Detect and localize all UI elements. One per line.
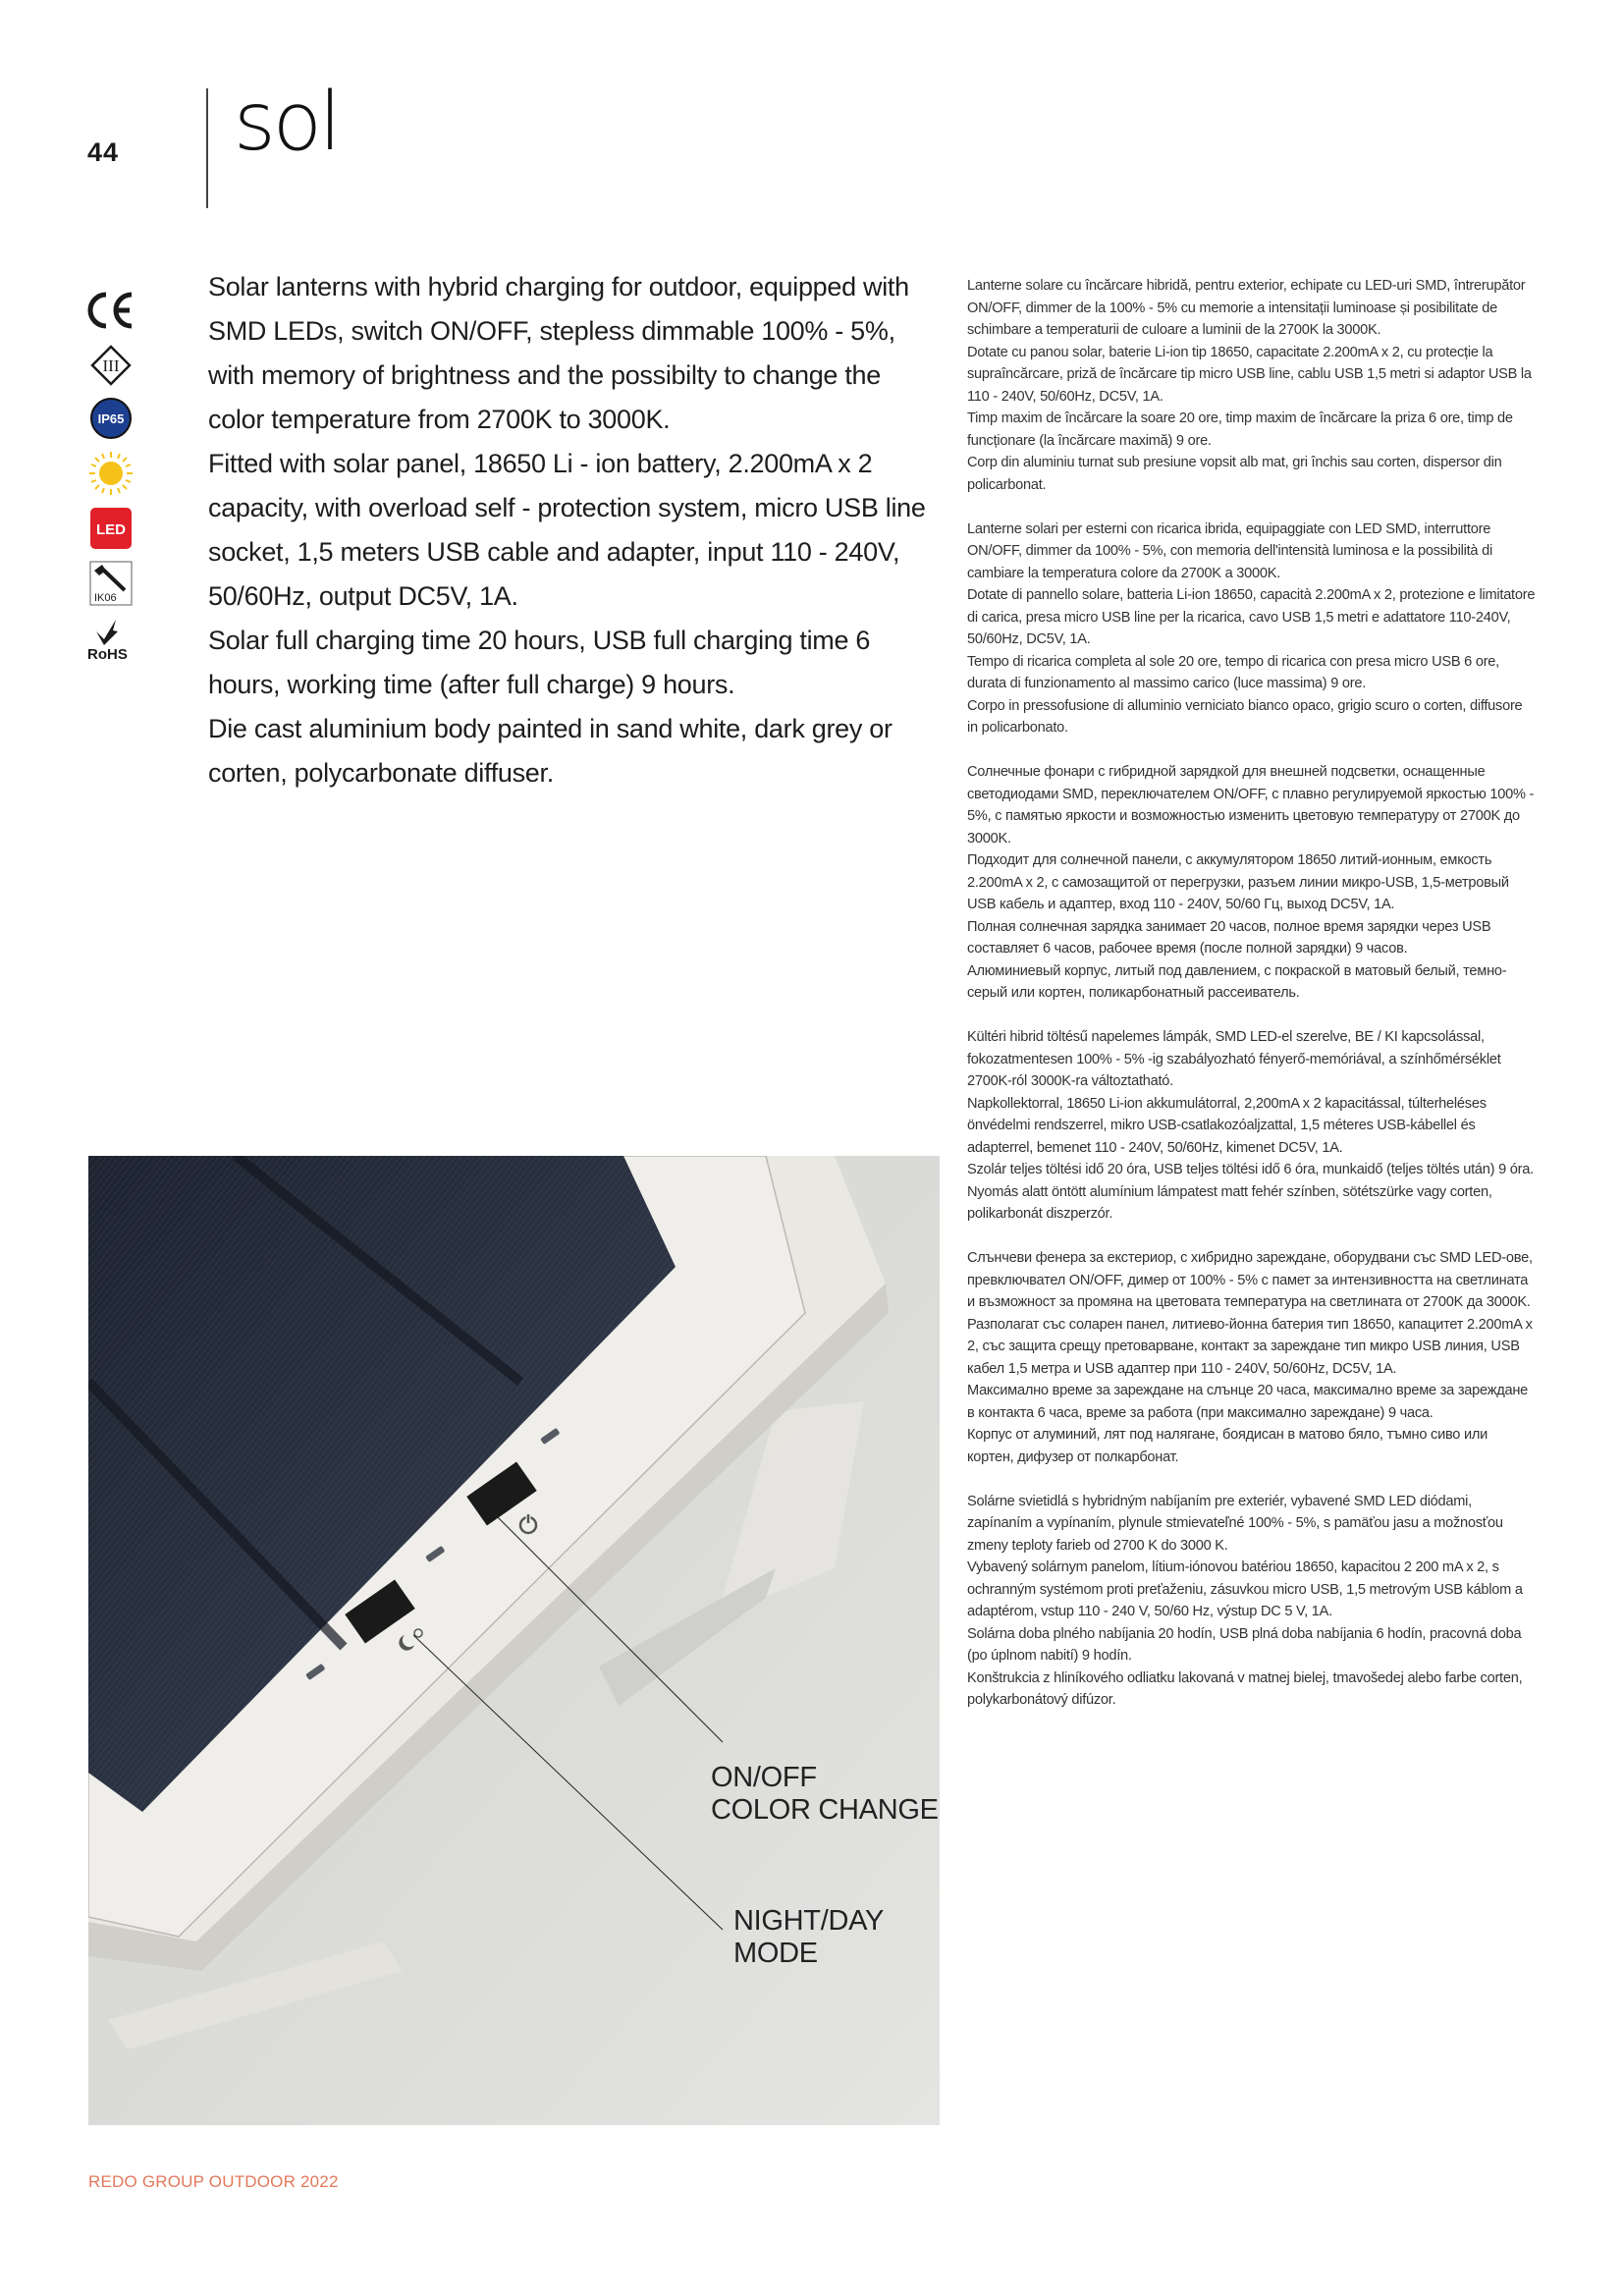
description-battery: Fitted with solar panel, 18650 Li - ion battery, 2.200mA x 2 capacity, with overload self - protection system, micro USB line socket, 1,5 meters USB cable and adapter, input 110 - 240V, 50/60Hz, output DC5V, 1A. (208, 449, 926, 611)
translation-romanian (967, 275, 1537, 496)
translation-paragraph: Dotate di pannello solare, batteria Li-ion 18650, capacità 2.200mA x 2, protezione e limitatore di carica, presa micro USB line per la ricarica, cavo USB 1,5 metri e adattatore 110-240V, 50/60Hz, DC5V, 1A. (967, 587, 1536, 647)
translation-paragraph: Tempo di ricarica completa al sole 20 ore, tempo di ricarica con presa micro USB 6 ore, durata di funzionamento al massimo carico (luce massima) 9 ore. (967, 653, 1499, 691)
translation-paragraph: Nyomás alatt öntött alumínium lámpatest matt fehér színben, sötétszürke vagy corten, polikarbonát diszperzór. (967, 1183, 1492, 1222)
translation-russian (967, 761, 1537, 1005)
product-photo (88, 1156, 940, 2125)
ik06-label: IK06 (94, 592, 117, 604)
footer-catalog-name: REDO GROUP OUTDOOR 2022 (88, 2172, 339, 2191)
rohs-label: RoHS (87, 646, 128, 661)
translation-paragraph: Алюминиевый корпус, литый под давлением, с покраской в матовый белый, темно-серый или кортен, поликарбонатный рассеиватель. (967, 962, 1507, 1001)
ik06-icon (86, 562, 135, 605)
translation-paragraph: Разполагат със соларен панел, литиево-йонна батерия тип 18650, капацитет 2.200mA x 2, със защита срещу претоварване, контакт за зареждане тип микро USB линия, USB кабел 1,5 метра и USB адаптер при 110 - 240V, 50/60Hz, DC5V, 1A. (967, 1316, 1533, 1377)
translation-paragraph: Solárne svietidlá s hybridným nabíjaním pre exteriér, vybavené SMD LED diódami, zapínaním a vypínaním, plynule stmievateľné 100% - 5%, s pamäťou jasu a možnosťou zmeny teploty farieb od 2700 K do 3000 K. (967, 1493, 1503, 1554)
class-iii-label: III (102, 356, 120, 375)
led-icon (86, 507, 135, 550)
description-charging: Solar full charging time 20 hours, USB full charging time 6 hours, working time (after full charge) 9 hours. (208, 626, 871, 699)
translation-paragraph: Kültéri hibrid töltésű napelemes lámpák, SMD LED-el szerelve, BE / KI kapcsolással, fokozatmentesen 100% - 5% -ig szabályozható fényerő-memóriával, a színhőmérséklet 2700K-ról 3000K-ra változtatható. (967, 1029, 1501, 1089)
product-description (208, 265, 935, 795)
translation-paragraph: Solárna doba plného nabíjania 20 hodín, USB plná doba nabíjania 6 hodín, pracovná doba (po úplnom nabití) 9 hodín. (967, 1625, 1522, 1664)
translation-paragraph: Napkollektorral, 18650 Li-ion akkumulátorral, 2,200mA x 2 kapacitással, túlterheléses önvédelmi rendszerrel, mikro USB-csatlakozóaljzattal, 1,5 méteres USB-kábellel és adapterrel, bemenet 110 - 240V, 50/60Hz, kimenet DC5V, 1A. (967, 1095, 1487, 1156)
translation-paragraph: Солнечные фонари с гибридной зарядкой для внешней подсветки, оснащенные светодиодами SMD, переключателем ON/OFF, с плавно регулируемой яркостью 100% - 5%, с памятью яркости и возможностью изменить цветовую температуру от 2700K до 3000K. (967, 764, 1535, 847)
translation-bulgarian (967, 1247, 1537, 1468)
class-iii-icon (86, 344, 135, 387)
sun-solar-icon (86, 452, 135, 495)
page-number: 44 (87, 137, 120, 167)
description-body: Die cast aluminium body painted in sand white, dark grey or corten, polycarbonate diffuser. (208, 714, 893, 788)
description-features: Solar lanterns with hybrid charging for outdoor, equipped with SMD LEDs, switch ON/OFF, stepless dimmable 100% - 5%, with memory of brightness and the possibilty to change the color temperature from 2700K to 3000K. (208, 272, 909, 434)
ce-mark-icon (86, 289, 135, 332)
callout-line-2: MODE (733, 1938, 818, 1969)
translation-paragraph: Dotate cu panou solar, baterie Li-ion tip 18650, capacitate 2.200mA x 2, cu protecție la supraîncărcare, priză de încărcare tip micro USB line, cablu USB 1,5 metri si adaptor USB la 110 - 240V, 50/60Hz, DC5V, 1A. (967, 344, 1532, 405)
callout-onoff-color-change (711, 1762, 939, 1827)
translation-hungarian (967, 1026, 1537, 1226)
lantern-illustration (88, 1156, 940, 2125)
translation-paragraph: Полная солнечная зарядка занимает 20 часов, полное время зарядки через USB составляет 6 часов, рабочее время (после полной зарядки) 9 часов. (967, 918, 1491, 957)
translation-paragraph: Vybavený solárnym panelom, lítium-iónovou batériou 18650, kapacitou 2 200 mA x 2, s ochranným systémom proti preťaženiu, zásuvkou micro USB, 1,5 metrovým USB káblom a adaptérom, vstup 110 - 240 V, 50/60 Hz, výstup DC 5 V, 1A. (967, 1559, 1523, 1619)
translation-paragraph: Слънчеви фенера за екстериор, с хибридно зареждане, оборудвани със SMD LED-ове, превключвател ON/OFF, димер от 100% - 5% с памет за интензивността на светлината и възможност за промяна на цветовата температура на светлината от 2700K да 3000K. (967, 1250, 1533, 1310)
callout-line-2: COLOR CHANGE (711, 1794, 939, 1826)
translation-paragraph: Lanterne solare cu încărcare hibridă, pentru exterior, echipate cu LED-uri SMD, întrerupător ON/OFF, dimmer de la 100% - 5% cu memorie a intensitații luminoase și posibilitate de schimbare a temperaturii de culoare a luminii de la 2700K la 3000K. (967, 278, 1526, 338)
rohs-icon (86, 617, 135, 660)
translation-paragraph: Подходит для солнечной панели, с аккумулятором 18650 литий-ионным, емкость 2.200mA x 2, с самозащитой от перегрузки, разъем линии микро-USB, 1,5-метровый USB кабель и адаптер, вход 110 - 240V, 50/60 Гц, выход DC5V, 1A. (967, 852, 1509, 912)
product-title: sol (234, 76, 339, 169)
callout-line-1: NIGHT/DAY (733, 1905, 885, 1937)
callout-night-day-mode (733, 1905, 884, 1970)
header-divider (206, 88, 208, 208)
translation-paragraph: Corp din aluminiu turnat sub presiune vopsit alb mat, gri închis sau corten, dispersor din policarbonat. (967, 455, 1502, 493)
translation-paragraph: Lanterne solari per esterni con ricarica ibrida, equipaggiate con LED SMD, interruttore ON/OFF, dimmer da 100% - 5%, con memoria dell'intensità luminosa e la possibilità di cambiare la temperatura colore da 2700K a 3000K. (967, 520, 1492, 581)
translation-italian (967, 519, 1537, 739)
translation-paragraph: Szolár teljes töltési idő 20 óra, USB teljes töltési idő 6 óra, munkaidő (teljes töltés után) 9 óra. (967, 1162, 1534, 1177)
translation-paragraph: Максимално време за зареждане на слънце 20 часа, максимално време за зареждане в контакта 6 часа, време за работа (при максимално зареждане) 9 часа. (967, 1383, 1529, 1421)
translations-column (967, 275, 1537, 1733)
translation-paragraph: Konštrukcia z hliníkového odliatku lakovaná v matnej bielej, tmavošedej alebo farbe corten, polykarbonátový difúzor. (967, 1669, 1523, 1708)
callout-line-1: ON/OFF (711, 1762, 817, 1793)
translation-paragraph: Corpo in pressofusione di alluminio verniciato bianco opaco, grigio scuro o corten, diffusore in policarbonato. (967, 697, 1523, 736)
ip65-label: IP65 (97, 411, 125, 426)
translation-paragraph: Корпус от алуминий, лят под налягане, боядисан в матово бяло, тъмно сиво или кортен, дифузер от полкарбонат. (967, 1427, 1488, 1465)
led-label: LED (96, 521, 126, 538)
ip65-icon (86, 397, 135, 440)
translation-paragraph: Timp maxim de încărcare la soare 20 ore, timp maxim de încărcare la priza 6 ore, timp de funcționare (la încărcare maximă) 9 ore. (967, 410, 1513, 449)
translation-slovak (967, 1491, 1537, 1712)
